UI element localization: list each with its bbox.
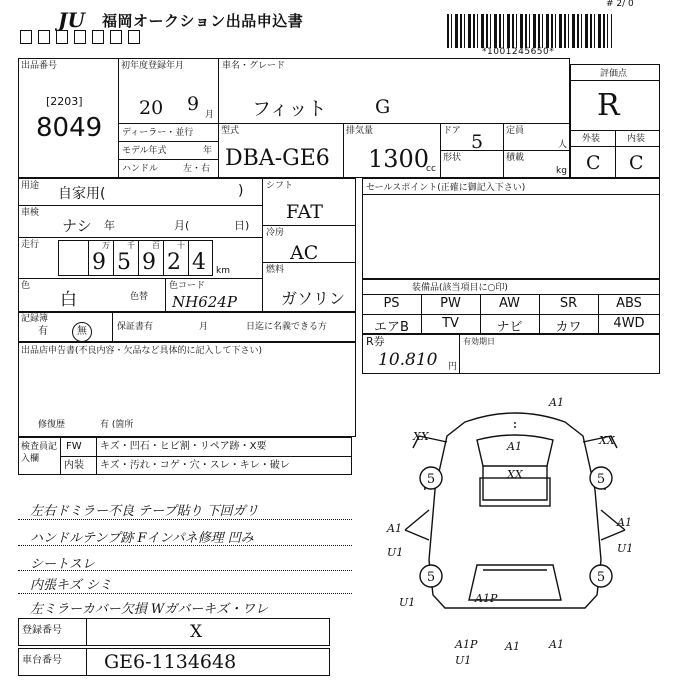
repair-history-value: 有 (箇所 (100, 420, 134, 430)
equipment-item-sr: SR (559, 296, 578, 311)
barcode (447, 14, 612, 48)
inspector-row1-tag: FW (66, 441, 82, 452)
warranty-unit: 月 (199, 322, 209, 332)
chassis-number: GE6-1134648 (104, 651, 237, 673)
car-diagram (365, 380, 665, 680)
equipment-item-4wd: 4WD (613, 316, 645, 331)
registration-box (18, 618, 330, 646)
mileage-header-1: 万 (102, 241, 110, 250)
damage-annotation: U1 (455, 654, 472, 667)
capacity-unit: 人 (558, 140, 568, 150)
fuel-label: 燃料 (266, 265, 285, 275)
usage-close: ) (238, 183, 244, 199)
tire-mark: 5 (426, 570, 436, 585)
damage-annotation: A1 (505, 640, 520, 653)
tire-markers (420, 467, 612, 587)
repair-notes-box (18, 342, 356, 437)
inspector-note: 左右ドミラー不良 テープ貼り 下回カ゚リ (30, 504, 259, 519)
shape-label: 形状 (443, 153, 462, 163)
entry-number-label: 出品番号 (21, 61, 58, 71)
form-title: 福岡オークション出品申込書 (102, 12, 304, 30)
equipment-item-aw: AW (498, 296, 521, 311)
damage-annotation: A1 (507, 440, 522, 453)
color-code: NH624P (172, 293, 237, 311)
tire-mark: 5 (426, 472, 436, 487)
handle-label: ハンドル (122, 164, 159, 174)
shift-label: シフト (266, 181, 294, 191)
equipment-item-navi: ナビ (496, 320, 523, 335)
inspector-row2-tag: 内装 (64, 460, 84, 471)
mileage-header-3: 百 (152, 241, 160, 250)
equipment-item-tv: TV (442, 316, 459, 331)
inspector-row2-text: キズ・汚れ・コゲ・穴・スレ・キレ・破レ (100, 460, 290, 471)
shift-value: FAT (286, 201, 323, 223)
expiry-label: 有効期日 (463, 337, 495, 346)
equipment-item-leather: カワ (555, 320, 582, 335)
records-yes: 有 (38, 326, 48, 337)
mileage-digit: 2 (167, 250, 181, 275)
color-code-label: 色コード (169, 281, 206, 291)
inspector-note: シートスレ (30, 557, 95, 572)
mileage-digit: 4 (192, 250, 206, 275)
vehicle-grade: G (375, 96, 391, 118)
price-label: R券 (366, 335, 385, 348)
damage-annotation: A1 (617, 516, 632, 529)
mileage-unit: km (216, 266, 230, 276)
interior-label: 内装 (627, 134, 646, 144)
interior-grade: C (629, 152, 644, 174)
sales-point-label: セールスポイント(正確に御記入下さい) (366, 183, 526, 193)
damage-annotation: U1 (387, 546, 404, 559)
usage-label: 用途 (21, 181, 40, 191)
shaken-year: 年 (104, 219, 115, 232)
inspector-note: 内張キズ シミ (30, 578, 112, 593)
mileage-header-4: 十 (177, 241, 185, 250)
registration-label: 登録番号 (22, 625, 62, 636)
doors-label: ドア (443, 126, 461, 136)
handle-options: 左・右 (183, 164, 211, 174)
warranty-note: 日迄に名義できる方 (246, 322, 328, 332)
exterior-label: 外装 (582, 134, 601, 144)
vehicle-name-label: 車名・グレード (222, 61, 286, 71)
grade-label: 評価点 (600, 69, 628, 79)
registration-year: 20 (139, 97, 164, 119)
shaken-label: 車検 (21, 208, 40, 218)
equipment-item-ps: PS (383, 296, 400, 311)
registration-value: X (190, 622, 203, 642)
records-label: 記録簿 (21, 314, 49, 324)
damage-annotation: A1 (549, 396, 564, 409)
displacement: 1300 (368, 145, 430, 173)
price-value: 10.810 (378, 350, 438, 370)
inspector-note: ハンドルテンプ跡 Fインパネ修理 凹み (30, 531, 254, 546)
inspector-row1-text: キズ・凹石・ヒビ割・リペア跡・X要 (100, 441, 267, 452)
ac-label: 冷房 (266, 228, 285, 238)
repair-notes-label: 出品店申告書(不良内容・欠品など具体的に記入して下さい) (21, 346, 263, 356)
tire-mark: 5 (596, 472, 606, 487)
entry-number: 8049 (36, 113, 103, 143)
price-unit: 円 (448, 362, 458, 372)
mileage-digit: 9 (92, 250, 106, 275)
model-label: 型式 (221, 126, 240, 136)
tire-mark: 5 (596, 570, 606, 585)
damage-annotation: A1 (387, 522, 402, 535)
damage-annotation: A1 (549, 638, 564, 651)
damage-annotation: XX (413, 430, 429, 443)
mileage-digit: 9 (142, 250, 156, 275)
equipment-item-abs: ABS (616, 296, 642, 311)
mileage-digit: 5 (117, 250, 131, 275)
first-registration-label: 初年度登録年月 (121, 61, 185, 71)
dealer-label: ディーラー・並行 (122, 128, 194, 138)
barcode-number: *1001245650* (482, 47, 555, 57)
month-unit: 月 (205, 110, 215, 120)
mileage-label: 走行 (21, 240, 40, 250)
damage-annotation: A1P (475, 592, 498, 605)
damage-annotation: U1 (617, 542, 634, 555)
color-value: 白 (60, 290, 77, 310)
repair-history-label: 修復歴 (38, 420, 66, 430)
doors: 5 (471, 131, 484, 153)
model-code: DBA-GE6 (225, 146, 330, 171)
chassis-label: 車台番号 (22, 655, 62, 666)
warranty-label: 保証書有 (117, 322, 154, 332)
color-label: 色 (21, 281, 31, 291)
model-year-unit: 年 (203, 146, 213, 156)
load-unit: kg (556, 166, 567, 176)
damage-annotation: A1P (455, 638, 478, 651)
mileage-grid (58, 240, 213, 276)
vehicle-name: フィット (252, 98, 327, 120)
damage-annotation: XX (599, 434, 615, 447)
damage-annotation: XX (507, 468, 523, 481)
mileage-header-2: 千 (127, 241, 135, 250)
inspector-note: 左ミラーカバー欠損 Wガバーキズ・ワレ (30, 602, 268, 617)
usage-value: 自家用( (58, 186, 106, 202)
entry-sub-number: [2203] (46, 95, 83, 108)
shaken-month: 月( (174, 219, 190, 232)
model-year-label: モデル年式 (122, 146, 167, 156)
displacement-unit: cc (426, 164, 436, 174)
grade-score: R (597, 88, 620, 123)
equipment-item-pw: PW (440, 296, 461, 311)
displacement-label: 排気量 (346, 126, 374, 136)
ac-value: AC (290, 242, 319, 264)
color-change-label: 色替 (130, 292, 149, 302)
shaken-day: 日) (234, 219, 250, 232)
equipment-item-airbag: エアB (374, 320, 409, 335)
damage-annotation: U1 (399, 596, 416, 609)
capacity-label: 定員 (506, 126, 525, 136)
records-no: 無 (72, 322, 92, 342)
registration-month: 9 (187, 93, 200, 115)
shaken-value: ナシ (62, 217, 92, 235)
fuel-value: ガソリン (281, 289, 346, 308)
equipment-label: 装備品(該当項目に○印) (412, 283, 508, 293)
inspector-label: 検査員記入欄 (21, 442, 58, 464)
page-mark: # 2/ 0 (606, 0, 634, 9)
load-label: 積載 (506, 153, 525, 163)
auction-logo: JU (58, 8, 85, 32)
exterior-grade: C (586, 152, 601, 174)
